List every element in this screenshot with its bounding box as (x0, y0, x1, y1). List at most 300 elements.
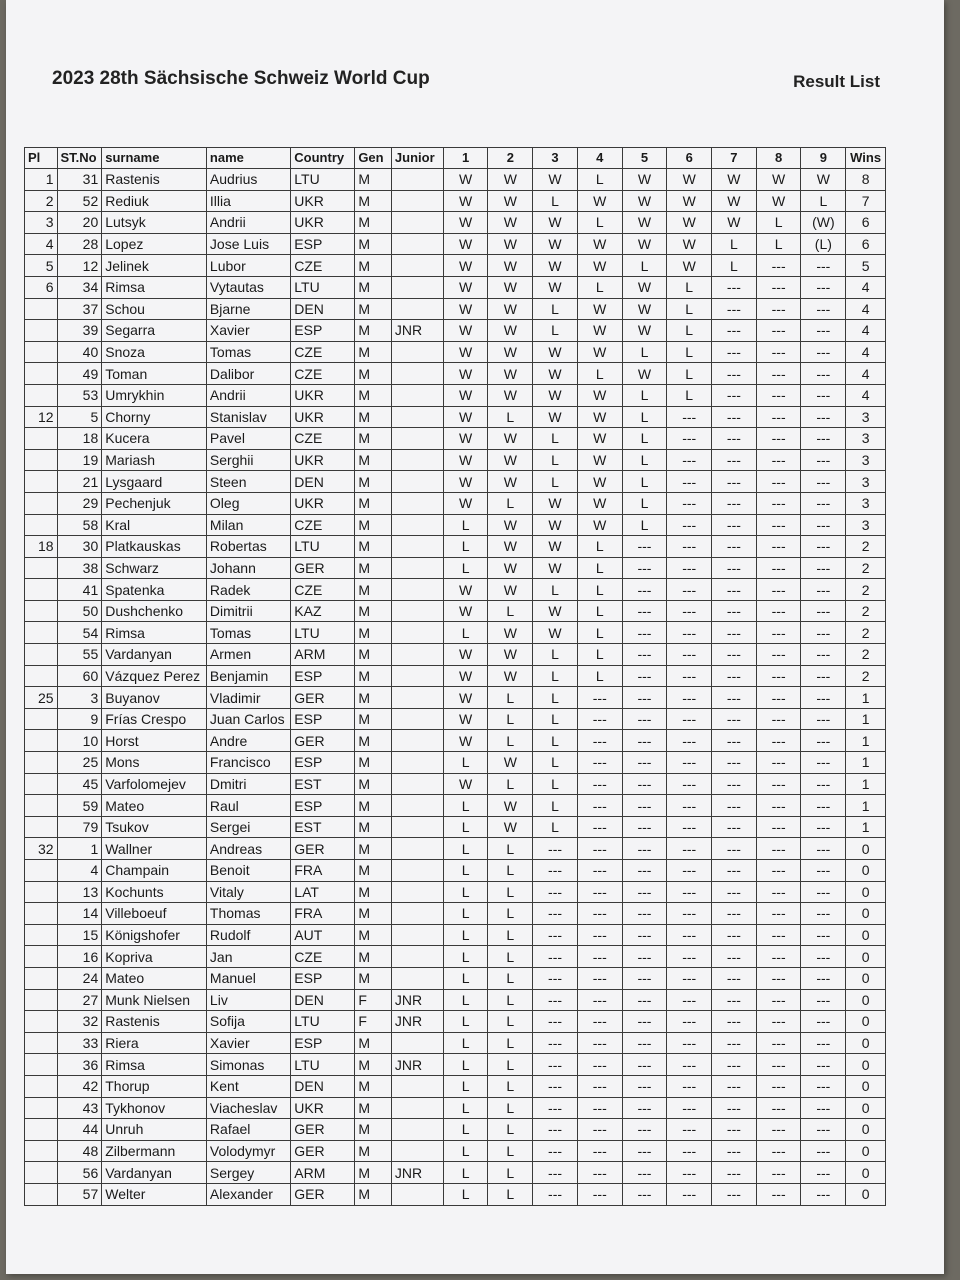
table-cell: --- (577, 924, 622, 946)
table-cell: Simonas (206, 1054, 290, 1076)
table-cell: W (533, 557, 578, 579)
table-cell: --- (801, 298, 846, 320)
table-cell: W (577, 320, 622, 342)
table-cell: --- (712, 946, 757, 968)
table-cell (391, 752, 443, 774)
table-cell: 44 (57, 1119, 102, 1141)
table-cell (391, 428, 443, 450)
table-cell (391, 190, 443, 212)
table-cell: 6 (846, 212, 886, 234)
table-cell: W (577, 514, 622, 536)
table-cell: ESP (291, 795, 355, 817)
table-cell: L (577, 579, 622, 601)
table-cell: --- (667, 708, 712, 730)
table-cell: M (355, 752, 392, 774)
table-cell: --- (622, 687, 667, 709)
table-cell: Tsukov (102, 816, 207, 838)
table-cell: --- (712, 536, 757, 558)
table-cell (25, 492, 58, 514)
table-cell: W (443, 255, 488, 277)
table-cell (25, 752, 58, 774)
table-cell: 54 (57, 622, 102, 644)
table-cell: W (488, 514, 533, 536)
table-cell: Zilbermann (102, 1140, 207, 1162)
table-cell: Milan (206, 514, 290, 536)
table-cell (391, 449, 443, 471)
table-row (25, 967, 886, 989)
table-cell: L (443, 1032, 488, 1054)
table-cell: Horst (102, 730, 207, 752)
table-cell: --- (712, 752, 757, 774)
table-cell: Varfolomejev (102, 773, 207, 795)
table-cell: Alexander (206, 1183, 290, 1205)
table-cell: M (355, 212, 392, 234)
table-cell: --- (533, 946, 578, 968)
table-row (25, 1075, 886, 1097)
table-cell: --- (622, 665, 667, 687)
table-cell: 1 (846, 730, 886, 752)
table-cell: W (577, 298, 622, 320)
table-cell: 7 (846, 190, 886, 212)
table-cell: --- (712, 816, 757, 838)
table-cell: W (443, 276, 488, 298)
table-cell: 6 (25, 276, 58, 298)
table-cell (25, 860, 58, 882)
table-cell: W (443, 428, 488, 450)
table-cell: --- (622, 730, 667, 752)
table-cell: 27 (57, 989, 102, 1011)
table-cell: 0 (846, 1162, 886, 1184)
table-cell: --- (756, 752, 801, 774)
table-cell: --- (667, 557, 712, 579)
table-cell: M (355, 730, 392, 752)
table-cell: Andrii (206, 212, 290, 234)
table-cell: L (488, 903, 533, 925)
table-cell: L (443, 816, 488, 838)
table-cell: M (355, 320, 392, 342)
table-cell: --- (801, 471, 846, 493)
table-cell: Sergey (206, 1162, 290, 1184)
table-cell: --- (577, 1140, 622, 1162)
table-cell (25, 1183, 58, 1205)
table-cell: L (488, 1183, 533, 1205)
table-cell: M (355, 881, 392, 903)
table-cell: --- (801, 1075, 846, 1097)
table-cell: 0 (846, 924, 886, 946)
table-cell: --- (756, 320, 801, 342)
table-cell: M (355, 1054, 392, 1076)
table-cell: Rafael (206, 1119, 290, 1141)
table-cell (25, 320, 58, 342)
table-cell: L (488, 492, 533, 514)
table-cell: Munk Nielsen (102, 989, 207, 1011)
table-cell: W (577, 428, 622, 450)
table-cell: W (533, 406, 578, 428)
table-cell: 1 (846, 687, 886, 709)
table-cell: M (355, 255, 392, 277)
paper-sheet (6, 0, 944, 1274)
table-cell: CZE (291, 341, 355, 363)
table-cell: --- (712, 428, 757, 450)
table-cell: 36 (57, 1054, 102, 1076)
table-cell: W (577, 255, 622, 277)
table-cell: --- (712, 838, 757, 860)
table-cell: ESP (291, 665, 355, 687)
table-cell: DEN (291, 989, 355, 1011)
table-cell: --- (801, 838, 846, 860)
table-cell: W (488, 665, 533, 687)
table-cell: --- (667, 1032, 712, 1054)
table-cell: --- (801, 449, 846, 471)
table-cell: --- (533, 838, 578, 860)
document-subtitle: Result List (793, 72, 880, 91)
table-cell: M (355, 233, 392, 255)
table-cell: --- (756, 406, 801, 428)
table-cell: W (667, 169, 712, 191)
table-cell: L (443, 838, 488, 860)
table-cell: M (355, 773, 392, 795)
table-cell: CZE (291, 579, 355, 601)
table-row (25, 1119, 886, 1141)
table-row (25, 730, 886, 752)
table-cell: --- (712, 1140, 757, 1162)
table-row (25, 471, 886, 493)
table-cell: --- (533, 1140, 578, 1162)
table-cell: L (488, 1011, 533, 1033)
table-cell (25, 600, 58, 622)
table-cell: L (488, 1162, 533, 1184)
table-cell: ARM (291, 644, 355, 666)
table-cell: 50 (57, 600, 102, 622)
table-cell: --- (667, 967, 712, 989)
table-cell: --- (801, 816, 846, 838)
table-cell: --- (667, 924, 712, 946)
table-cell (391, 471, 443, 493)
table-row (25, 989, 886, 1011)
table-cell: --- (801, 255, 846, 277)
table-cell: --- (533, 860, 578, 882)
table-cell: 37 (57, 298, 102, 320)
table-cell: 56 (57, 1162, 102, 1184)
table-cell: W (533, 169, 578, 191)
table-cell: W (622, 363, 667, 385)
table-cell: --- (712, 967, 757, 989)
table-cell: W (577, 190, 622, 212)
table-cell (25, 903, 58, 925)
table-cell: Oleg (206, 492, 290, 514)
table-cell: --- (712, 665, 757, 687)
table-cell: --- (622, 838, 667, 860)
table-cell: DEN (291, 1075, 355, 1097)
table-cell: --- (801, 881, 846, 903)
table-cell: --- (667, 752, 712, 774)
table-cell: L (488, 773, 533, 795)
table-cell: L (756, 212, 801, 234)
table-cell: W (533, 363, 578, 385)
table-cell: L (443, 903, 488, 925)
table-cell: --- (622, 1119, 667, 1141)
table-cell: --- (801, 600, 846, 622)
table-cell: --- (667, 579, 712, 601)
document-title: 2023 28th Sächsische Schweiz World Cup (52, 68, 430, 89)
table-cell: UKR (291, 384, 355, 406)
table-cell: W (443, 320, 488, 342)
column-header: name (206, 148, 290, 169)
table-cell: L (533, 665, 578, 687)
table-row (25, 622, 886, 644)
table-cell: FRA (291, 860, 355, 882)
table-cell: M (355, 795, 392, 817)
table-cell: --- (756, 795, 801, 817)
table-cell: --- (712, 579, 757, 601)
table-cell: LTU (291, 1011, 355, 1033)
table-cell: L (443, 1183, 488, 1205)
table-cell: --- (622, 1097, 667, 1119)
table-cell: 1 (846, 773, 886, 795)
table-cell: Lubor (206, 255, 290, 277)
table-cell: --- (667, 536, 712, 558)
table-cell (391, 384, 443, 406)
table-cell: Frías Crespo (102, 708, 207, 730)
table-row (25, 946, 886, 968)
table-cell: 4 (846, 363, 886, 385)
table-cell: M (355, 1162, 392, 1184)
table-cell: ESP (291, 233, 355, 255)
table-cell (391, 773, 443, 795)
table-cell: --- (577, 1119, 622, 1141)
table-cell: Kent (206, 1075, 290, 1097)
table-cell: Unruh (102, 1119, 207, 1141)
table-cell: --- (667, 428, 712, 450)
table-cell: L (667, 320, 712, 342)
table-cell: W (622, 169, 667, 191)
table-cell: --- (712, 363, 757, 385)
table-cell: --- (712, 687, 757, 709)
table-cell: L (533, 773, 578, 795)
table-cell: L (443, 946, 488, 968)
table-cell: 18 (25, 536, 58, 558)
table-cell: Dimitrii (206, 600, 290, 622)
table-cell (25, 730, 58, 752)
table-row (25, 687, 886, 709)
table-cell: 5 (846, 255, 886, 277)
table-cell: L (577, 665, 622, 687)
table-cell: 0 (846, 1119, 886, 1141)
table-cell: --- (622, 1054, 667, 1076)
table-cell: LTU (291, 276, 355, 298)
table-cell: W (577, 384, 622, 406)
table-cell: L (443, 967, 488, 989)
table-cell: JNR (391, 989, 443, 1011)
table-cell: 4 (846, 384, 886, 406)
table-cell: --- (622, 1075, 667, 1097)
table-cell: GER (291, 557, 355, 579)
table-cell: --- (756, 881, 801, 903)
table-cell: DEN (291, 298, 355, 320)
table-cell (25, 363, 58, 385)
table-cell: L (533, 752, 578, 774)
table-cell (391, 924, 443, 946)
table-cell: L (533, 449, 578, 471)
table-cell: L (533, 816, 578, 838)
table-cell: --- (667, 1011, 712, 1033)
table-cell: W (443, 687, 488, 709)
table-cell: 1 (846, 752, 886, 774)
table-cell: L (488, 687, 533, 709)
table-cell (391, 536, 443, 558)
table-row (25, 276, 886, 298)
table-cell: --- (712, 773, 757, 795)
table-cell: --- (756, 924, 801, 946)
table-cell: --- (667, 449, 712, 471)
table-cell: --- (622, 946, 667, 968)
table-cell: 79 (57, 816, 102, 838)
table-cell: M (355, 946, 392, 968)
table-cell: Rediuk (102, 190, 207, 212)
table-cell: L (443, 1119, 488, 1141)
table-cell: Benoit (206, 860, 290, 882)
table-cell: L (443, 622, 488, 644)
table-cell: 33 (57, 1032, 102, 1054)
table-cell: Audrius (206, 169, 290, 191)
table-cell: --- (801, 384, 846, 406)
table-cell: Armen (206, 644, 290, 666)
table-cell: Rimsa (102, 276, 207, 298)
table-cell (25, 471, 58, 493)
table-cell: W (488, 320, 533, 342)
table-cell: M (355, 579, 392, 601)
table-cell: L (622, 406, 667, 428)
table-cell: W (488, 557, 533, 579)
table-cell: Serghii (206, 449, 290, 471)
table-row (25, 752, 886, 774)
table-cell: --- (622, 816, 667, 838)
table-cell: 21 (57, 471, 102, 493)
table-cell: --- (667, 816, 712, 838)
table-cell (391, 665, 443, 687)
table-cell: 1 (846, 816, 886, 838)
table-cell: CZE (291, 946, 355, 968)
table-cell: GER (291, 730, 355, 752)
table-cell: W (488, 276, 533, 298)
table-cell: --- (622, 1162, 667, 1184)
table-cell: ESP (291, 1032, 355, 1054)
table-cell: M (355, 406, 392, 428)
table-cell (25, 1097, 58, 1119)
column-header: Wins (846, 148, 886, 169)
table-cell: --- (667, 406, 712, 428)
table-cell: L (533, 644, 578, 666)
table-cell: 8 (846, 169, 886, 191)
table-cell: --- (667, 903, 712, 925)
table-cell (391, 946, 443, 968)
table-row (25, 363, 886, 385)
table-cell: ESP (291, 967, 355, 989)
table-cell: Juan Carlos (206, 708, 290, 730)
table-cell: Thorup (102, 1075, 207, 1097)
table-cell: --- (712, 903, 757, 925)
table-cell: L (533, 795, 578, 817)
table-cell: --- (577, 730, 622, 752)
table-cell: W (533, 536, 578, 558)
table-cell: JNR (391, 1162, 443, 1184)
table-cell: Kochunts (102, 881, 207, 903)
table-cell: L (622, 341, 667, 363)
table-cell: --- (622, 924, 667, 946)
table-cell (25, 1011, 58, 1033)
table-cell: W (488, 384, 533, 406)
table-cell: --- (801, 752, 846, 774)
table-cell: M (355, 838, 392, 860)
table-row (25, 1097, 886, 1119)
table-cell: Rastenis (102, 169, 207, 191)
table-cell: --- (667, 881, 712, 903)
table-cell: W (622, 212, 667, 234)
table-cell: --- (756, 1054, 801, 1076)
table-row (25, 406, 886, 428)
table-cell: L (577, 600, 622, 622)
table-cell: Tomas (206, 341, 290, 363)
table-cell: 19 (57, 449, 102, 471)
table-row (25, 1054, 886, 1076)
table-cell: --- (712, 514, 757, 536)
table-cell: 32 (25, 838, 58, 860)
table-cell: --- (667, 989, 712, 1011)
table-cell: --- (667, 514, 712, 536)
table-cell: L (667, 384, 712, 406)
table-cell: --- (756, 622, 801, 644)
table-cell: W (533, 276, 578, 298)
table-body (25, 169, 886, 1206)
table-cell: W (756, 190, 801, 212)
table-cell: --- (801, 1140, 846, 1162)
table-cell: --- (622, 860, 667, 882)
table-cell: --- (622, 1032, 667, 1054)
table-cell: AUT (291, 924, 355, 946)
table-cell: --- (756, 428, 801, 450)
table-cell: W (622, 233, 667, 255)
column-header: Country (291, 148, 355, 169)
table-cell: L (577, 276, 622, 298)
table-cell (25, 924, 58, 946)
table-cell: --- (667, 860, 712, 882)
table-cell: W (488, 449, 533, 471)
table-cell (391, 795, 443, 817)
table-cell: Steen (206, 471, 290, 493)
table-row (25, 492, 886, 514)
table-cell: Königshofer (102, 924, 207, 946)
table-cell (25, 795, 58, 817)
table-cell: --- (801, 687, 846, 709)
table-cell: L (756, 233, 801, 255)
table-cell: LAT (291, 881, 355, 903)
table-cell (391, 730, 443, 752)
table-cell: DEN (291, 471, 355, 493)
table-cell: M (355, 924, 392, 946)
column-header: 3 (533, 148, 578, 169)
table-cell: Lysgaard (102, 471, 207, 493)
table-cell: GER (291, 1183, 355, 1205)
table-cell: Robertas (206, 536, 290, 558)
table-cell: L (443, 860, 488, 882)
table-cell: 3 (57, 687, 102, 709)
table-cell (391, 600, 443, 622)
table-cell: W (443, 384, 488, 406)
table-row (25, 795, 886, 817)
table-cell: W (577, 406, 622, 428)
table-cell: Xavier (206, 1032, 290, 1054)
table-cell: --- (756, 1032, 801, 1054)
